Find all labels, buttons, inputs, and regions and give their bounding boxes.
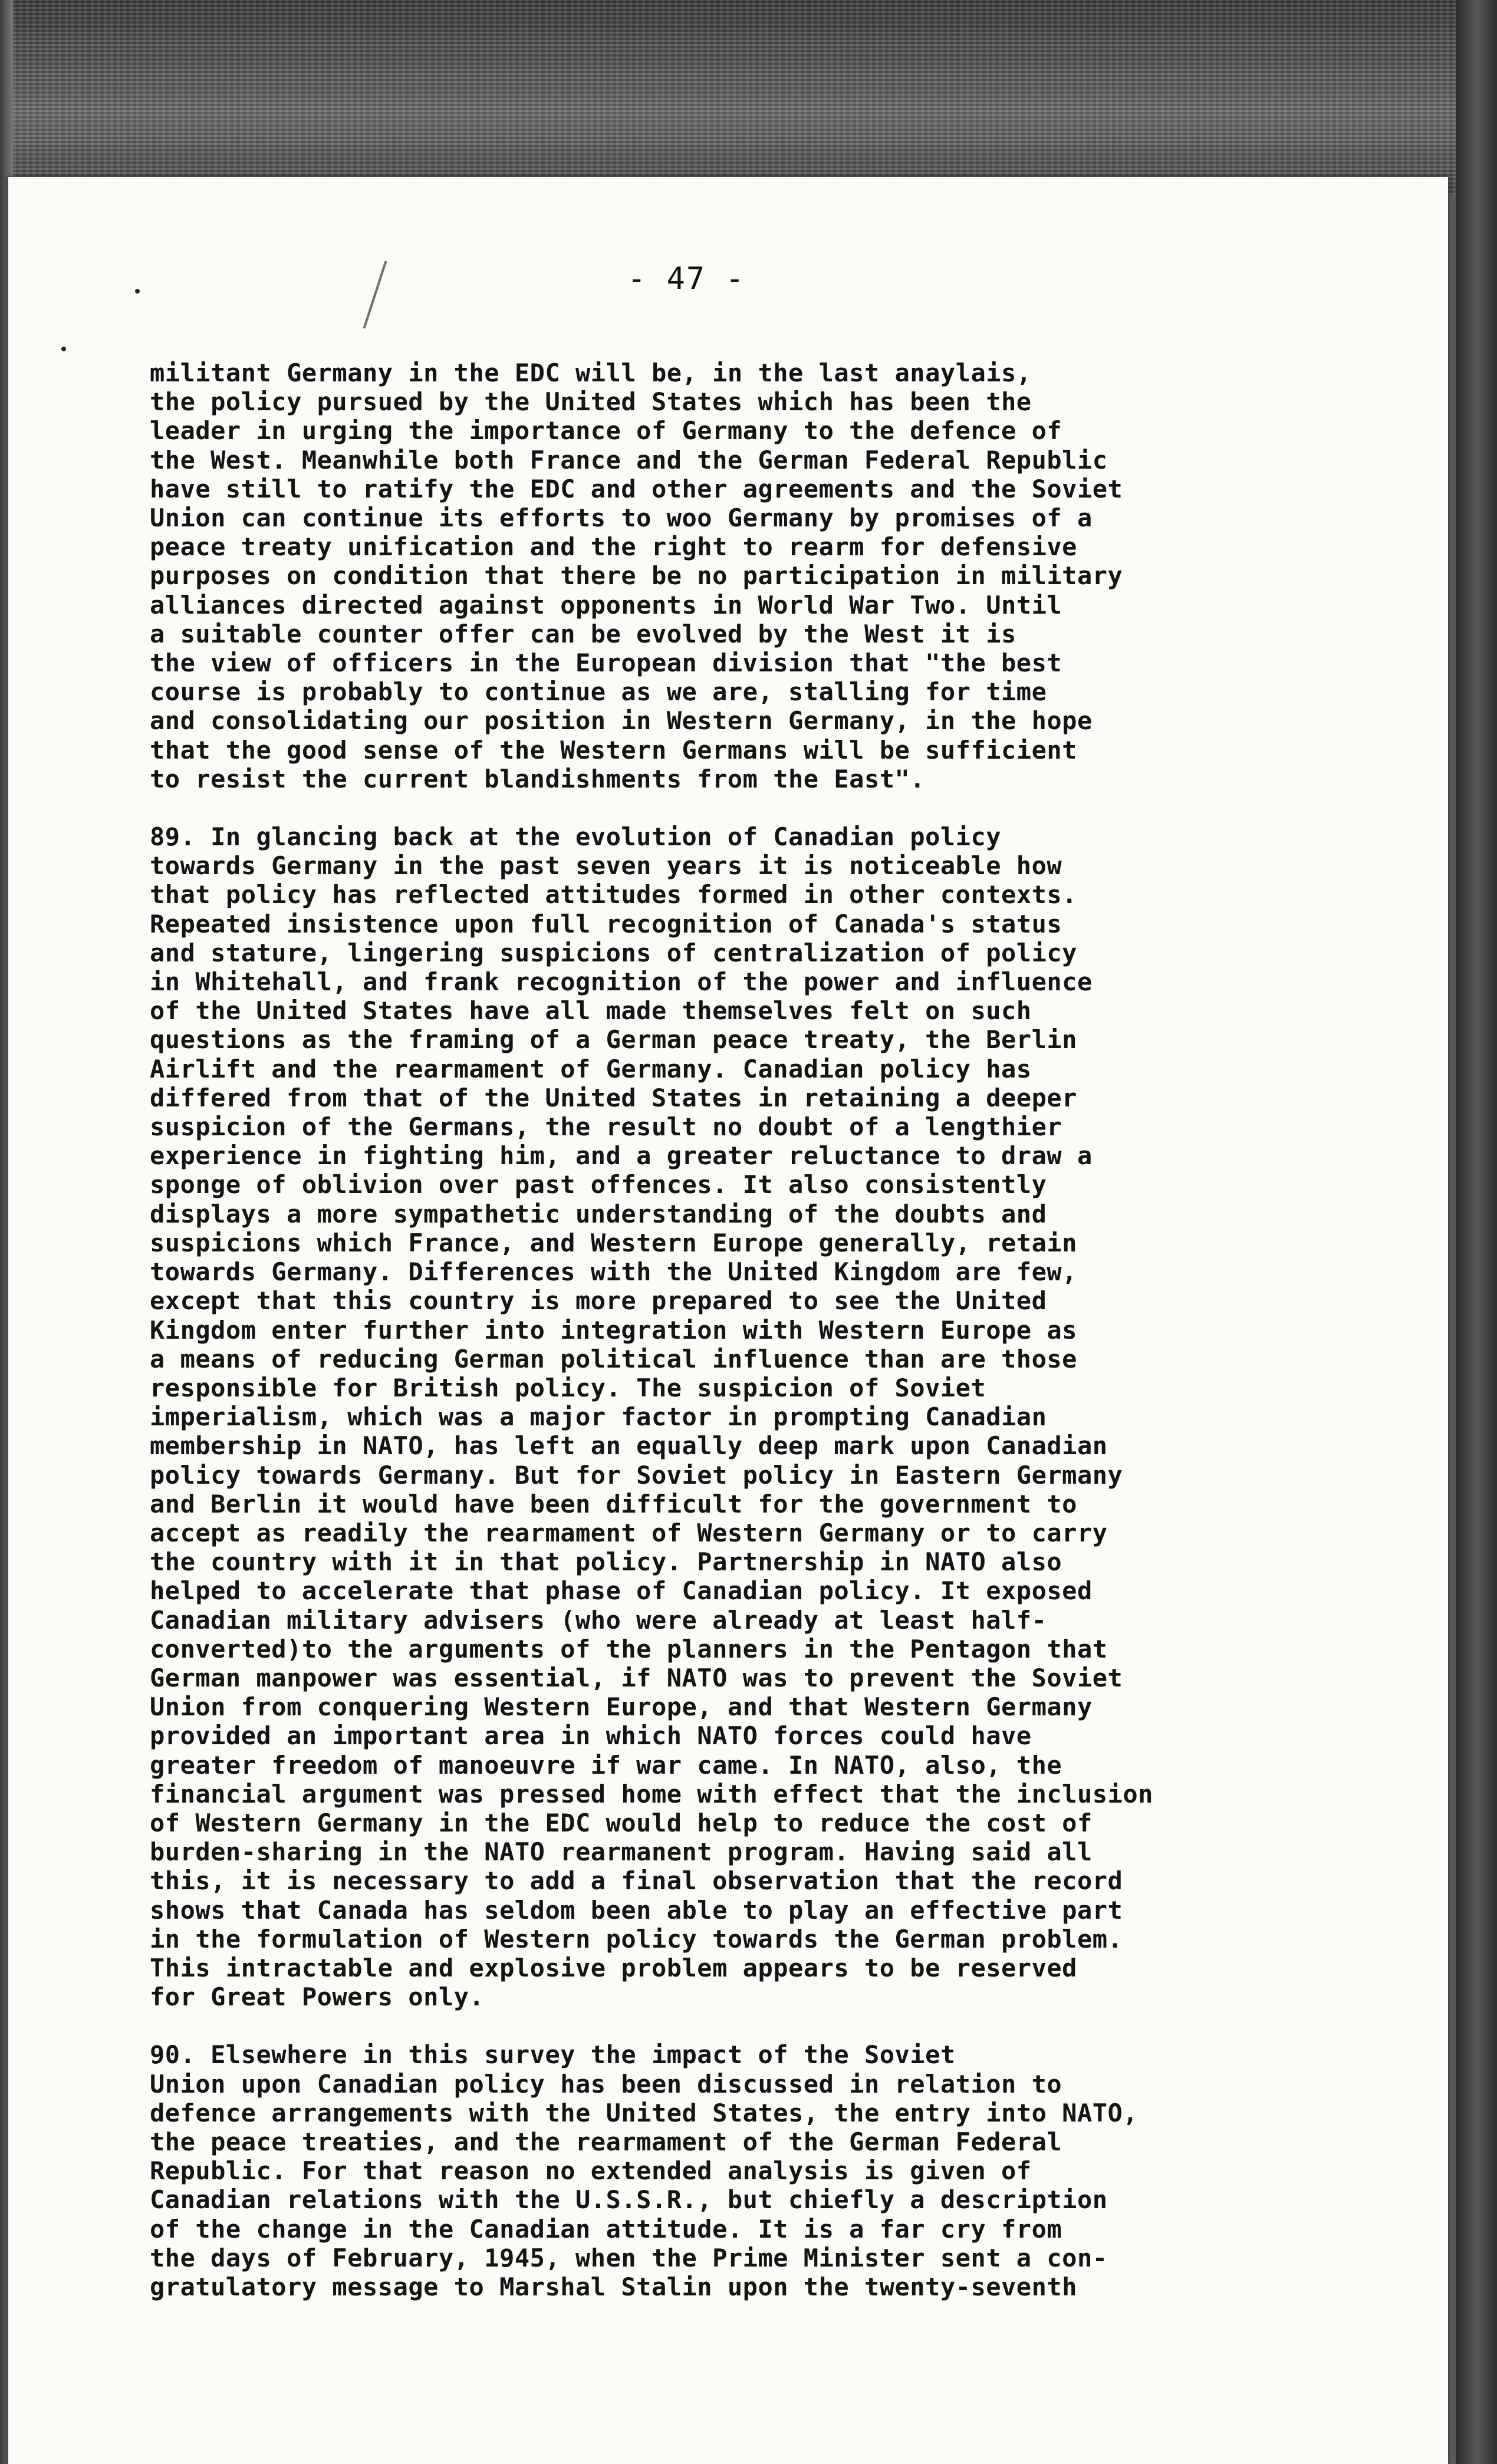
pencil-mark (363, 261, 387, 328)
stray-mark (135, 289, 140, 294)
scanner-background-top (0, 0, 1497, 195)
document-body (150, 358, 1376, 2301)
scanner-edge-right (1456, 0, 1497, 2464)
paragraph-90: 90. Elsewhere in this survey the impact of the Soviet Union upon Canadian policy has been discussed in relation to defence arrangements with the United States, the entry into NATO, the peace treaties, and the rearmament of the German Federal Republic. For that reason no extended analysis is given of Canadian relations with the U.S.S.R., but chiefly a description of the change in the Canadian attitude. It is a far cry from the days of February, 1945, when the Prime Minister sent a con- gratulatory message to Marshal Stalin upon the twenty-seventh (150, 2040, 1139, 2301)
page-number: - 47 - (627, 261, 745, 297)
document-page (8, 177, 1448, 2464)
paragraph-89: 89. In glancing back at the evolution of Canadian policy towards Germany in the past seven years it is noticeable how that policy has reflected attitudes formed in other contexts. Repeated insistence upon full recognition of Canada's status and stature, lingering suspicions of centralization of policy in Whitehall, and frank recognition of the power and influence of the United States have all made themselves felt on such questions as the framing of a German peace treaty, the Berlin Airlift and the rearmament of Germany. Canadian policy has differed from that of the United States in retaining a deeper suspicion of the Germans, the result no doubt of a lengthier experience in fighting him, and a greater reluctance to draw a sponge of oblivion over past offences. It also consistently displays a more sympathetic understanding of the doubts and suspicions which France, and Western Europe generally, retain towards Germany. Differences with the United Kingdom are few, except that this country is more prepared to see the United Kingdom enter further into integration with Western Europe as a means of reducing German political influence than are those responsible for British policy. The suspicion of Soviet imperialism, which was a major factor in prompting Canadian membership in NATO, has left an equally deep mark upon Canadian policy towards Germany. But for Soviet policy in Eastern Germany and Berlin it would have been difficult for the government to accept as readily the rearmament of Western Germany or to carry the country with it in that policy. Partnership in NATO also helped to accelerate that phase of Canadian policy. It exposed Canadian military advisers (who were already at least half- converted)to the arguments of the planners in the Pentagon that German manpower was essential, if NATO was to prevent the Soviet Union from conquering Western Europe, and that Western Germany provided an important area in which NATO forces could have greater freedom of manoeuvre if war came. In NATO, also, the financial argument was pressed home with effect that the inclusion of Western Germany in the EDC would help to reduce the cost of burden-sharing in the NATO rearmanent program. Having said all this, it is necessary to add a final observation that the record shows that Canada has seldom been able to play an effective part in the formulation of Western policy towards the German problem. This intractable and explosive problem appears to be reserved for Great Powers only. (150, 822, 1153, 2012)
paragraph-continuation: militant Germany in the EDC will be, in the last anaylais, the policy pursued by the United States which has been the leader in urging the importance of Germany to the defence of the West. Meanwhile both France and the German Federal Republic have still to ratify the EDC and other agreements and the Soviet Union can continue its efforts to woo Germany by promises of a peace treaty unification and the right to rearm for defensive purposes on condition that there be no participation in military alliances directed against opponents in World War Two. Until a suitable counter offer can be evolved by the West it is the view of officers in the European division that "the best course is probably to continue as we are, stalling for time and consolidating our position in Western Germany, in the hope that the good sense of the Western Germans will be sufficient to resist the current blandishments from the East". (150, 358, 1123, 793)
stray-mark (61, 347, 66, 351)
